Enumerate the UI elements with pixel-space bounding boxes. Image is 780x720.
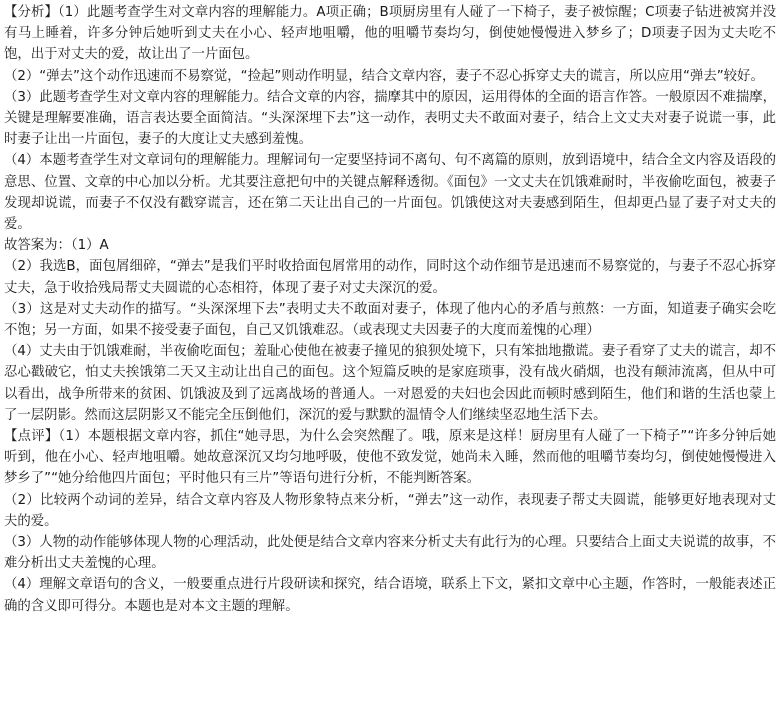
comment-paragraph-1: 【点评】（1）本题根据文章内容，抓住“她寻思，为什么会突然醒了。哦，原来是这样！厨房里有人碰了一下椅子”“许多分钟后她听到，他在小心、轻声地咀嚼。她故意深沉又均匀地呼吸，使他不致发觉，她尚未入睡，然而他的咀嚼节奏均匀，倒使她慢慢进入梦乡了”“她分给他四片面包；平时他只有三片”等语句进行分析，不能判断答案。 xyxy=(4,429,776,487)
answer-paragraph-3: （3）这是对丈夫动作的描写。“头深深埋下去”表明丈夫不敢面对妻子，体现了他内心的矛盾与煎熬：一方面，知道妻子确实会吃不饱；另一方面，如果不接受妻子面包，自己又饥饿难忍。（或表现丈夫因妻子的大度而羞愧的心理） xyxy=(4,301,776,339)
answer-paragraph-2: （2）我选B，面包屑细碎，“弹去”是我们平时收拾面包屑常用的动作，同时这个动作细节是迅速而不易察觉的，与妻子不忍心拆穿丈夫，急于收拾残局帮丈夫圆谎的心态相符，体现了妻子对丈夫深沉的爱。 xyxy=(4,259,776,296)
analysis-paragraph-3: （3）此题考查学生对文章内容的理解能力。结合文章的内容，揣摩其中的原因，运用得体的全面的语言作答。一般原因不难揣摩，关键是理解要准确，语言表达要全面简洁。“头深深埋下去”这一动作，表明丈夫不敢面对妻子，结合上文丈夫对妻子说谎一事，此时妻子让出一片面包，妻子的大度让丈夫感到羞愧。 xyxy=(4,89,776,148)
answer-heading: 故答案为：（1）A xyxy=(4,238,109,254)
comment-paragraph-4: （4）理解文章语句的含义，一般要重点进行片段研读和探究，结合语境，联系上下文，紧扣文章中心主题，作答时，一般能表述正确的含义即可得分。本题也是对本文主题的理解。 xyxy=(4,577,776,614)
analysis-paragraph-4: （4）本题考查学生对文章词句的理解能力。理解词句一定要坚持词不离句、句不离篇的原则，放到语境中，结合全文内容及语段的意思、位置、文章的中心加以分析。尤其要注意把句中的关键点解释透彻。《面包》一文丈夫在饥饿难耐时，半夜偷吃面包，被妻子发现却说谎，而妻子不仅没有戳穿谎言，还在第二天让出自己的一片面包。饥饿使这对夫妻感到陌生，但却更凸显了妻子对丈夫的爱。 xyxy=(4,153,776,233)
comment-paragraph-2: （2）比较两个动词的差异，结合文章内容及人物形象特点来分析，“弹去”这一动作，表现妻子帮丈夫圆谎，能够更好地表现对丈夫的爱。 xyxy=(4,492,776,529)
answer-paragraph-4: （4）丈夫由于饥饿难耐，半夜偷吃面包；羞耻心使他在被妻子撞见的狼狈处境下，只有笨拙地撒谎。妻子看穿了丈夫的谎言，却不忍心戳破它，怕丈夫挨饿第二天又主动让出自己的面包。这个短篇反映的是家庭琐事，没有战火硝烟，也没有颠沛流离，但从中可以看出，战争所带来的贫困、饥饿波及到了远离战场的普通人。一对恩爱的夫妇也会因此而顿时感到陌生，他们和谐的生活也蒙上了一层阴影。然而这层阴影又不能完全压倒他们，深沉的爱与默默的温情令人们继续坚忍地生活下去。 xyxy=(4,344,776,423)
comment-paragraph-3: （3）人物的动作能够体现人物的心理活动，此处便是结合文章内容来分析丈夫有此行为的心理。只要结合上面丈夫说谎的故事，不难分析出丈夫羞愧的心理。 xyxy=(4,535,776,572)
analysis-paragraph-1: 【分析】（1）此题考查学生对文章内容的理解能力。A项正确；B项厨房里有人碰了一下椅子，妻子被惊醒；C项妻子钻进被窝并没有马上睡着，许多分钟后她听到丈夫在小心、轻声地咀嚼，他的咀嚼节奏均匀，倒使她慢慢进入梦乡了；D项妻子因为丈夫吃不饱，出于对丈夫的爱，故让出了一片面包。 xyxy=(4,5,776,63)
analysis-paragraph-2: （2）“弹去”这个动作迅速而不易察觉，“捡起”则动作明显，结合文章内容，妻子不忍心拆穿丈夫的谎言，所以应用“弹去”较好。 xyxy=(4,68,764,84)
